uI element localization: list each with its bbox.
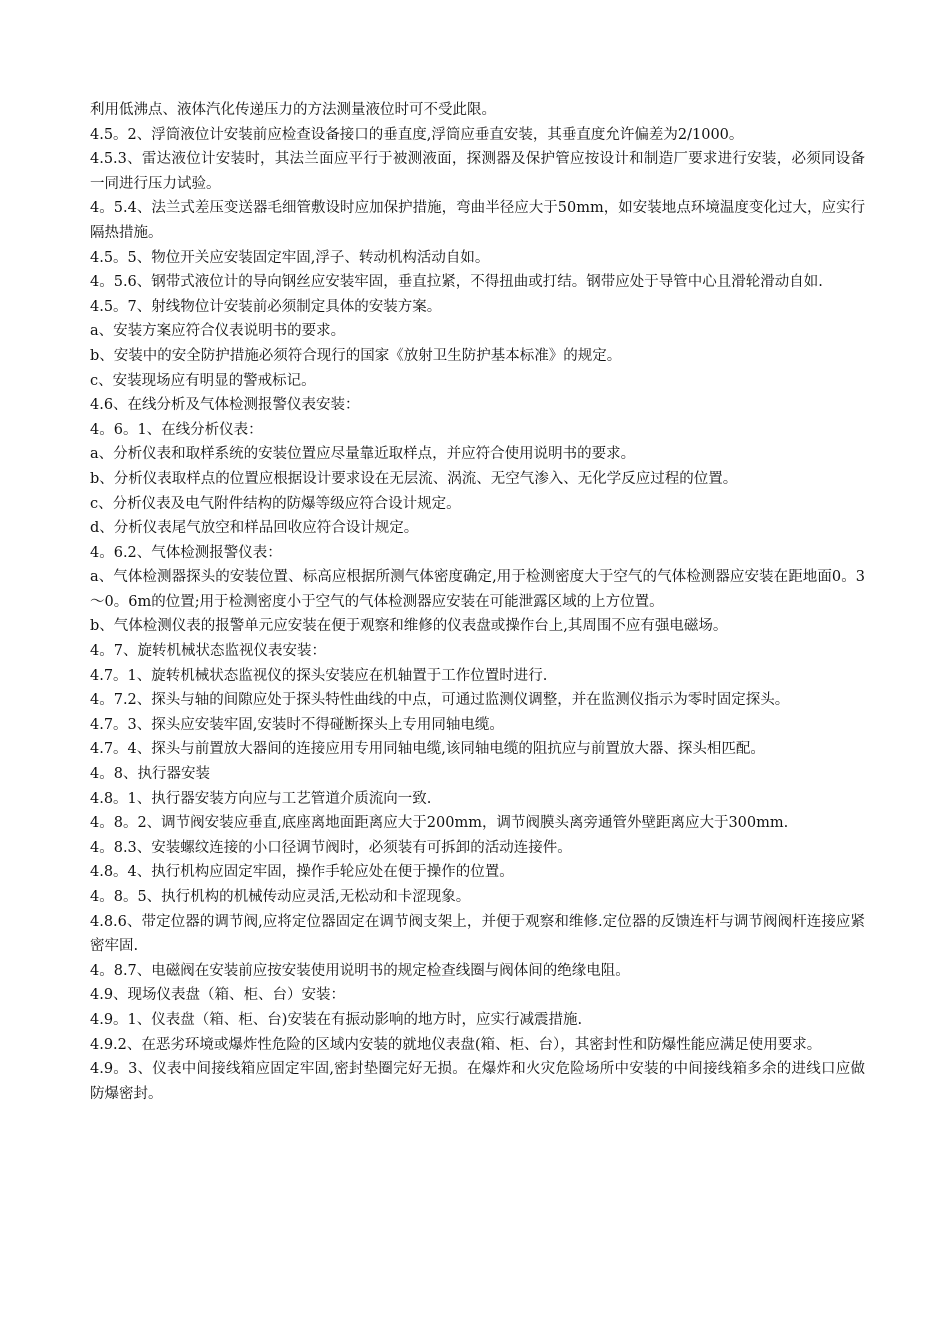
list-item: d、分析仪表尾气放空和样品回收应符合设计规定。: [90, 520, 419, 537]
paragraph: 4.7。3、探头应安装牢固,安装时不得碰断探头上专用同轴电缆。: [90, 716, 504, 733]
paragraph: 4.5。2、浮筒液位计安装前应检查设备接口的垂直度,浮筒应垂直安装，其垂直度允许偏差为2/1000。: [90, 126, 744, 143]
paragraph: 4.8。1、执行器安装方向应与工艺管道介质流向一致.: [90, 790, 432, 807]
paragraph: 4。5.6、钢带式液位计的导向钢丝应安装牢固，垂直拉紧，不得扭曲或打结。钢带应处于导管中心且滑轮滑动自如.: [90, 274, 823, 291]
subsection-heading: 4。6.2、气体检测报警仪表：: [90, 544, 282, 561]
paragraph: 4.9。3、仪表中间接线箱应固定牢固,密封垫圈完好无损。在爆炸和火灾危险场所中安装的中间接线箱多余的进线口应做防爆密封。: [90, 1061, 865, 1102]
paragraph: 4.5。5、物位开关应安装固定牢固,浮子、转动机构活动自如。: [90, 249, 490, 266]
paragraph: 4。8.7、电磁阀在安装前应按安装使用说明书的规定检查线圈与阀体间的绝缘电阻。: [90, 962, 630, 979]
paragraph: 4.5。7、射线物位计安装前必须制定具体的安装方案。: [90, 298, 442, 315]
paragraph: 4。5.4、法兰式差压变送器毛细管敷设时应加保护措施，弯曲半径应大于50mm，如安装地点环境温度变化过大，应实行隔热措施。: [90, 200, 865, 241]
paragraph: 4。8.3、安装螺纹连接的小口径调节阀时，必须装有可拆卸的活动连接件。: [90, 839, 572, 856]
list-item: c、安装现场应有明显的警戒标记。: [90, 372, 316, 389]
paragraph: 4.8.6、带定位器的调节阀,应将定位器固定在调节阀支架上，并便于观察和维修.定位器的反馈连杆与调节阀阀杆连接应紧密牢固.: [90, 913, 865, 955]
subsection-heading: 4。6。1、在线分析仪表：: [90, 421, 263, 438]
list-item: b、安装中的安全防护措施必须符合现行的国家《放射卫生防护基本标准》的规定。: [90, 347, 622, 364]
paragraph: 4.8。4、执行机构应固定牢固，操作手轮应处在便于操作的位置。: [90, 864, 514, 881]
paragraph: 利用低沸点、液体汽化传递压力的方法测量液位时可不受此限。: [90, 102, 496, 118]
list-item: a、气体检测器探头的安装位置、标高应根据所测气体密度确定,用于检测密度大于空气的气体检测器应安装在距地面0。3～0。6m的位置;用于检测密度小于空气的气体检测器应安装在可能泄露区域的上方位置。: [90, 569, 865, 610]
section-heading: 4.6、在线分析及气体检测报警仪表安装：: [90, 397, 360, 414]
paragraph: 4.5.3、雷达液位计安装时，其法兰面应平行于被测液面，探测器及保护管应按设计和制造厂要求进行安装，必须同设备一同进行压力试验。: [90, 151, 865, 192]
section-heading: 4.9、现场仪表盘（箱、柜、台）安装：: [90, 987, 346, 1004]
list-item: b、气体检测仪表的报警单元应安装在便于观察和维修的仪表盘或操作台上,其周围不应有强电磁场。: [90, 618, 728, 635]
paragraph: 4。7.2、探头与轴的间隙应处于探头特性曲线的中点，可通过监测仪调整，并在监测仪指示为零时固定探头。: [90, 692, 790, 709]
paragraph: 4.7。1、旋转机械状态监视仪的探头安装应在机轴置于工作位置时进行.: [90, 667, 548, 684]
paragraph: 4。8。5、执行机构的机械传动应灵活,无松动和卡涩现象。: [90, 889, 471, 905]
list-item: a、安装方案应符合仪表说明书的要求。: [90, 323, 346, 340]
list-item: a、分析仪表和取样系统的安装位置应尽量靠近取样点，并应符合使用说明书的要求。: [90, 446, 636, 463]
document-page: [90, 98, 865, 1106]
paragraph: 4.9。1、仪表盘（箱、柜、台)安装在有振动影响的地方时，应实行减震措施.: [90, 1011, 583, 1028]
section-heading: 4。7、旋转机械状态监视仪表安装：: [90, 643, 326, 660]
paragraph: 4。8。2、调节阀安装应垂直,底座离地面距离应大于200mm，调节阀膜头离旁通管外壁距离应大于300mm.: [90, 815, 789, 832]
list-item: c、分析仪表及电气附件结构的防爆等级应符合设计规定。: [90, 495, 461, 512]
paragraph: 4.9.2、在恶劣环境或爆炸性危险的区域内安装的就地仪表盘(箱、柜、台），其密封性和防爆性能应满足使用要求。: [90, 1036, 822, 1053]
section-heading: 4。8、执行器安装: [90, 766, 210, 783]
list-item: b、分析仪表取样点的位置应根据设计要求设在无层流、涡流、无空气渗入、无化学反应过程的位置。: [90, 470, 738, 487]
paragraph: 4.7。4、探头与前置放大器间的连接应用专用同轴电缆,该同轴电缆的阻抗应与前置放大器、探头相匹配。: [90, 741, 765, 758]
